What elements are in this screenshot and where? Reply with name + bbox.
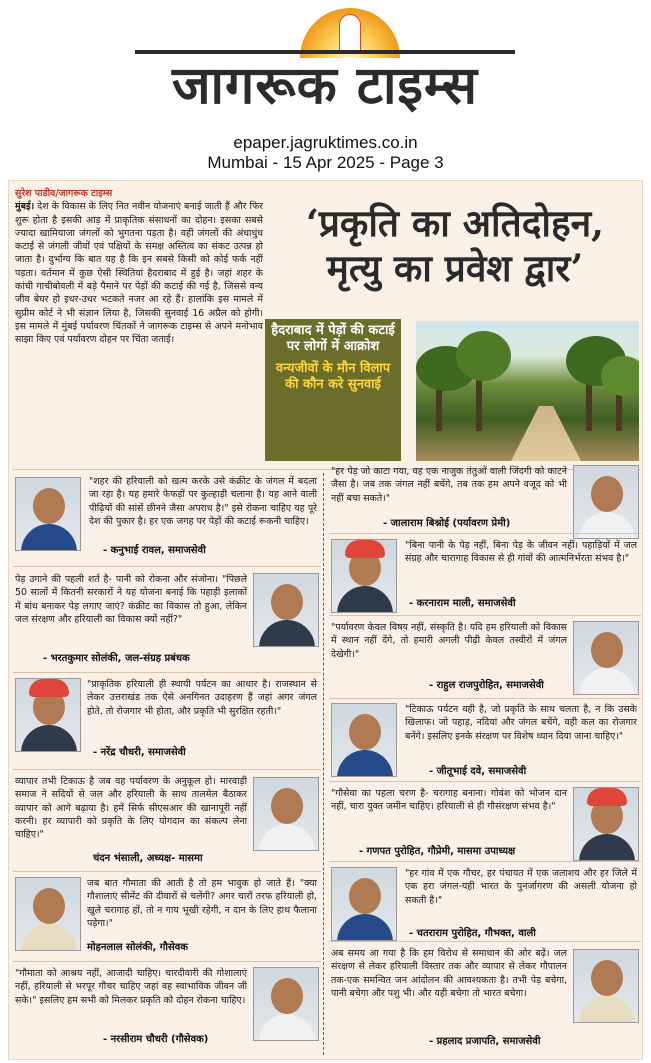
quote-divider	[13, 871, 321, 872]
quote-text: "हर गांव में एक गौचर, हर पंचायत में एक जलाशय और हर जिले में एक हरा जंगल-यही भारत के पुनर्जागरण की असली योजना हो सकती है।"	[405, 868, 637, 906]
quote-text: अब समय आ गया है कि हम विरोध से समाधान की ओर बढ़ें। जल संरक्षण से लेकर हरियाली विस्तार तक और व्यापार से लेकर गौपालन तक-एक समन्वित जन आंदोलन की आवश्यकता है। तभी पेड़ बचेगा, पानी बचेगा और पशु भी। और यही बचेगा तो भारत बचेगा।	[331, 948, 567, 999]
pen-nib-icon	[339, 14, 361, 54]
masthead	[0, 0, 651, 178]
quote-text: जब बात गौमाता की आती है तो हम भावुक हो जाते हैं। "क्या गौशालाएं सीमेंट की दीवारों से चलेंगी? अगर चारों तरफ हरियाली हो, खुले चरागाह हों, तो न गाय भूखी रहेगी, न दान के लिए हाथ फैलाना पड़ेगा।"	[87, 878, 317, 929]
forest-path	[511, 406, 581, 461]
portrait-photo	[331, 539, 397, 613]
portrait-photo	[253, 967, 319, 1041]
quote-signature: - गणपत पुरोहित, गौप्रेमी, मासमा उपाध्यक्ष	[359, 846, 516, 857]
quote-block	[13, 573, 319, 663]
portrait-photo	[573, 949, 639, 1023]
quote-signature: - नरसीराम चौधरी (गौसेवक)	[103, 1034, 209, 1045]
tree-canopy	[456, 331, 511, 381]
quote-signature: चंदन भंसाली, अध्यक्ष- मासमा	[93, 853, 203, 864]
quote-text: "गौमाता को आश्रय नहीं, आजादी चाहिए। चारदीवारी की गोशालाएं नहीं, हरियाली से भरपूर गौचर चाहिए जहां वह स्वाभाविक जीवन जी सके।" इसलिए हम सभी को मिलकर प्रकृति को दोहन रोकना चाहिए।	[15, 968, 247, 1006]
quote-signature: - नरेंद्र चौधरी, समाजसेवी	[93, 747, 186, 758]
quote-signature: - कनुभाई रावल, समाजसेवी	[103, 545, 206, 556]
portrait-photo	[15, 678, 81, 752]
portrait-photo	[331, 867, 397, 941]
newspaper-logo: जागरूक टाइम्स	[135, 50, 515, 118]
epaper-url[interactable]: epaper.jagruktimes.co.in	[233, 133, 418, 152]
quote-divider	[329, 861, 641, 862]
intro-article	[15, 187, 263, 467]
quote-block	[13, 967, 319, 1051]
portrait-photo	[253, 573, 319, 647]
quote-block	[13, 775, 319, 867]
quote-divider	[329, 941, 641, 942]
column-divider	[323, 473, 324, 1055]
byline: सुरेश पाडीव/जागरूक टाइम्स	[15, 188, 113, 199]
quote-divider	[13, 769, 321, 770]
subheadline-box	[265, 319, 401, 461]
quote-text: "पर्यावरण केवल विषय नहीं, संस्कृति है। यदि हम हरियाली को विकास में स्थान नहीं देंगे, तो हमारी अगली पीढ़ी केवल तस्वीरों में जंगल देखेगी।"	[331, 622, 567, 660]
quote-divider	[329, 615, 641, 616]
portrait-photo	[573, 621, 639, 695]
quote-block	[329, 947, 639, 1055]
quote-block	[329, 703, 639, 779]
edition-info: Mumbai - 15 Apr 2025 - Page 3	[207, 153, 444, 172]
quote-signature: - जीतूभाई दवे, समाजसेवी	[429, 766, 527, 777]
quote-text: "शहर की हरियाली को खत्म करके उसे कंक्रीट के जंगल में बदला जा रहा है। यह हमारे फेफड़ों पर कुल्हाड़ी चलाना है। यह आने वाली पीढ़ियों की सांसें छीनने जैसा अपराध है।" इसे रोकना चाहिए यह पूरे देश की पुकार है। हर एक जगह पर पेड़ों की कटाई रूकनी चाहिए।	[89, 476, 317, 527]
headline: ‘प्रकृति का अतिदोहन, मृत्यु का प्रवेश द्वार’	[305, 201, 605, 290]
quote-signature: मोहनलाल सोलंकी, गौसेवक	[87, 942, 188, 953]
tree-canopy	[601, 356, 639, 396]
newspaper-page	[8, 180, 643, 1060]
quote-divider	[13, 566, 321, 567]
subheadline-2: वन्यजीवों के मौन विलाप की कौन करे सुनवाई	[275, 361, 391, 392]
quote-text: व्यापार तभी टिकाऊ है जब वह पर्यावरण के अनुकूल हो। मारवाड़ी समाज ने सदियों से जल और हरियाली के साथ तालमेल बैठाकर व्यापार को आगे बढ़ाया है। हमें सिर्फ सीएसआर की खानापूरी नहीं करनी। हर व्यापारी को प्रकृति के लिए योगदान का संकल्प लेना चाहिए।"	[15, 776, 247, 841]
subheadline-1: हैदराबाद में पेड़ों की कटाई पर लोगों में आक्रोश	[271, 323, 395, 354]
quote-signature: - राहुल राजपुरोहित, समाजसेवी	[429, 680, 544, 691]
quote-divider	[13, 961, 321, 962]
quote-text: पेड़ उगाने की पहली शर्त है- पानी को रोकना और संजोना। "पिछले 50 सालों में कितनी सरकारों ने यह योजना बनाई कि पहाड़ी इलाकों में बांध बनाकर पेड़ लगाए जाएं? कंक्रीट का विकास तो हुआ, लेकिन जल संरक्षण और हरियाली का विकास क्यों नहीं?"	[15, 574, 247, 625]
quote-divider	[329, 533, 641, 534]
portrait-photo	[573, 787, 639, 861]
dateline-city: मुंबई।	[15, 201, 35, 213]
quote-text: "टिकाऊ पर्यटन वही है, जो प्रकृति के साथ चलता है, न कि उसके खिलाफ। जो पहाड़, नदियां और जंगल बचेंगे, वही कल का रोजगार बनेंगे। इसलिए इनके संरक्षण पर विशेष ध्यान दिया जाना चाहिए।"	[405, 704, 637, 742]
portrait-photo	[15, 877, 81, 951]
portrait-photo	[573, 465, 639, 539]
quote-text: "प्राकृतिक हरियाली ही स्थायी पर्यटन का आधार है। राजस्थान से लेकर उत्तराखंड तक ऐसे अनगिनत उदाहरण हैं जहां अगर जंगल होते, तो रोजगार भी होता, और प्रकृति भी सुरक्षित रहती।"	[87, 679, 317, 717]
portrait-photo	[15, 477, 81, 551]
quote-signature: - चतराराम पुरोहित, गौभक्त, वाली	[409, 928, 536, 939]
quote-text: "हर पेड़ जो काटा गया, वह एक नाजुक तंतुओं वाली जिंदगी को काटने जैसा है। जब तक जंगल नहीं बचेंगे, तब तक हम अपने वजूद को भी नहीं बचा सकते।"	[331, 466, 567, 504]
intro-text: देश के विकास के लिए नित नवीन योजनाएं बनाई जाती हैं और फिर शुरू होता है इसकी आड़ में प्राकृतिक संसाधनों का दोहन। इसका सबसे ज्यादा खामियाजा जंगलों को भुगतना पड़ता है। वहीं जंगलों की अंधाधुंध कटाई से जंगली जीवों एवं पक्षियों के समक्ष अस्तित्व का संकट उत्पन्न हो जाता है। दुर्भाग्य कि बात यह है कि इन सबसे किसी को कोई फर्क नहीं पड़ता। वर्तमान में कुछ ऐसी स्थितियां हैदराबाद में हुई है। जहां शहर के कांची गाचीबोवली में बड़े पैमाने पर पेड़ों की कटाई की गई है, जिससे वन्य जीव बेघर हो इधर-उधर भटकते नजर आ रहे हैं। हालांकि इस मामले में सुप्रीम कोर्ट ने भी संज्ञान लिया है, जिसकी सुनवाई 16 अप्रैल को होगी। इस मामले में मुंबई पर्यावरण चिंतकों ने जागरूक टाइम्स से अपने मनोभाव साझा किए एवं पर्यावरण दोहन पर चिंता जताई।	[15, 201, 263, 346]
quote-block	[329, 787, 639, 859]
quote-text: "बिना पानी के पेड़ नहीं, बिना पेड़ के जीवन नहीं। पहाड़ियों में जल संग्रह और चारागाह विकास से ही गांवों की आत्मनिर्भरता संभव है।"	[405, 540, 637, 565]
quote-block	[329, 621, 639, 695]
quote-signature: - करनाराम माली, समाजसेवी	[409, 598, 516, 609]
quote-divider	[329, 781, 641, 782]
quote-block	[329, 539, 639, 615]
quote-block	[13, 475, 319, 557]
portrait-photo	[253, 777, 319, 851]
quote-divider	[329, 698, 641, 699]
quote-signature: - प्रहलाद प्रजापति, समाजसेवी	[429, 1036, 541, 1047]
quote-divider	[13, 672, 321, 673]
quote-signature: - जालाराम बिश्नोई (पर्यावरण प्रेमी)	[383, 518, 511, 529]
quote-signature: - भरतकुमार सोलंकी, जल-संग्रह प्रबंधक	[43, 653, 190, 664]
portrait-photo	[331, 703, 397, 777]
forest-photo	[416, 321, 639, 461]
quote-block	[329, 867, 639, 941]
quote-block	[13, 877, 319, 955]
quote-text: "गौसेवा का पहला चरण है- चरागाह बनाना। गोवंश को भोजन दान नहीं, चारा युक्त जमीन चाहिए। हरियाली से ही गौसंरक्षण संभव है।"	[331, 788, 567, 813]
quote-block	[13, 678, 319, 762]
